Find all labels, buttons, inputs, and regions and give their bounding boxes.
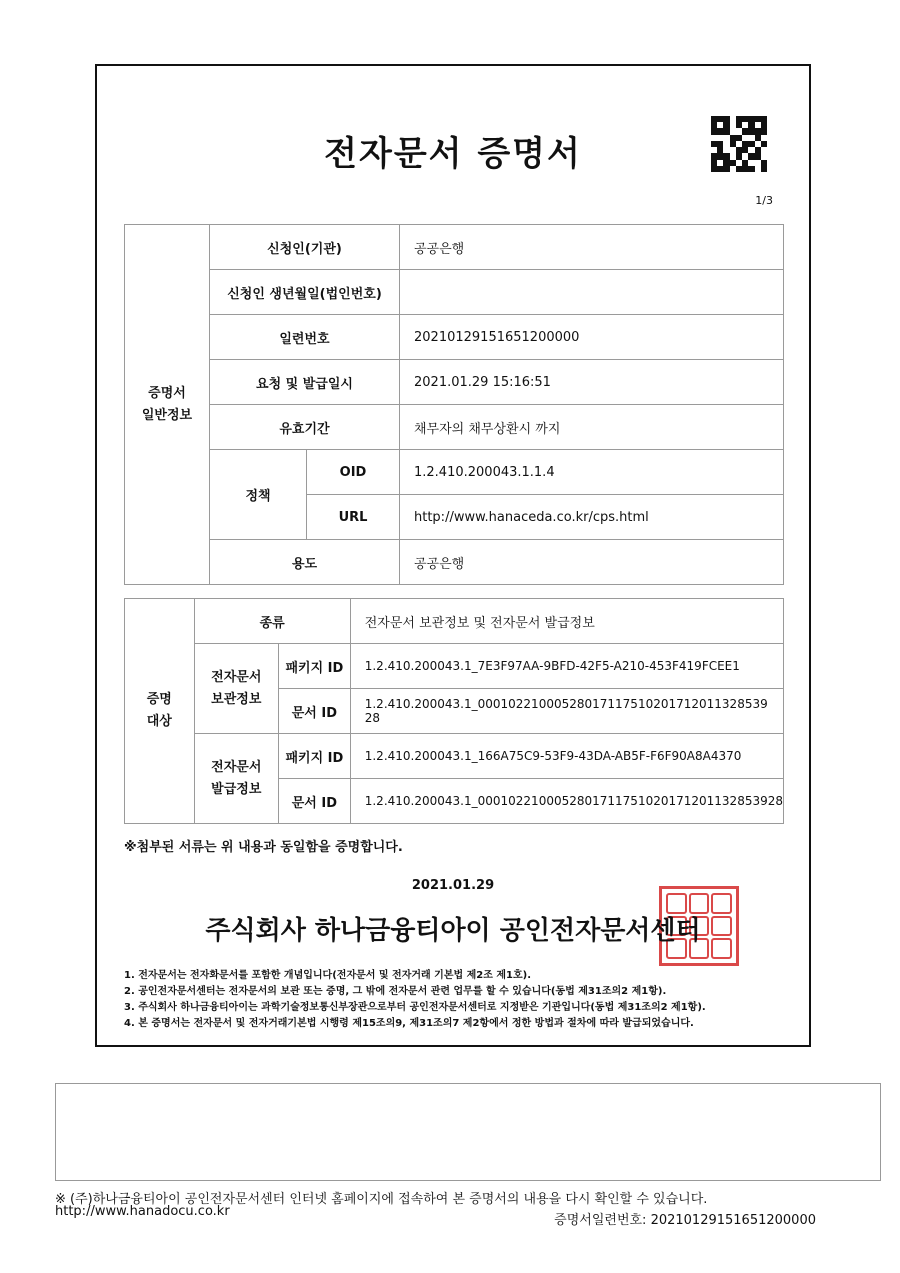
row-value: 채무자의 채무상환시 까지 [400, 405, 784, 450]
target-section-label: 증명 대상 [125, 599, 195, 824]
website-link[interactable]: http://www.hanadocu.co.kr [55, 1204, 230, 1219]
footnote-item: 1. 전자문서는 전자화문서를 포함한 개념입니다(전자문서 및 전자거래 기본법 제2조 제1호). [124, 970, 532, 981]
qr-code-icon [711, 116, 767, 172]
storage-package-value: 1.2.410.200043.1_7E3F97AA-9BFD-42F5-A210-453F419FCEE1 [350, 644, 783, 689]
type-value: 전자문서 보관정보 및 전자문서 발급정보 [350, 599, 783, 644]
certificate-serial: 증명서일련번호: 20210129151651200000 [554, 1213, 816, 1228]
row-label: 일련번호 [210, 315, 400, 360]
policy-label: 정책 [210, 450, 307, 540]
issue-package-value: 1.2.410.200043.1_166A75C9-53F9-43DA-AB5F-F6F90A8A4370 [350, 734, 783, 779]
footnotes [124, 968, 706, 1032]
verify-notice: ※ (주)하나금융티아이 공인전자문서센터 인터넷 홈페이지에 접속하여 본 증명서의 내용을 다시 확인할 수 있습니다. [55, 1192, 708, 1207]
purpose-label: 용도 [210, 540, 400, 585]
certify-note: ※첨부된 서류는 위 내용과 동일함을 증명합니다. [124, 840, 403, 855]
issue-doc-label: 문서 ID [279, 779, 351, 824]
storage-label: 전자문서 보관정보 [194, 644, 278, 734]
page-number: 1/3 [755, 194, 773, 207]
storage-doc-label: 문서 ID [279, 689, 351, 734]
target-info-table [124, 598, 784, 824]
url-label: URL [307, 495, 400, 540]
footnote-item: 4. 본 증명서는 전자문서 및 전자거래기본법 시행령 제15조의9, 제31조의7 제2항에서 정한 방법과 절차에 따라 발급되었습니다. [124, 1018, 694, 1029]
row-value [400, 270, 784, 315]
url-value: http://www.hanaceda.co.kr/cps.html [400, 495, 784, 540]
type-label: 종류 [194, 599, 350, 644]
general-section-label: 증명서 일반정보 [125, 225, 210, 585]
row-value: 2021.01.29 15:16:51 [400, 360, 784, 405]
row-value: 20210129151651200000 [400, 315, 784, 360]
verification-box [55, 1083, 881, 1181]
footnote-item: 3. 주식회사 하나금융티아이는 과학기술정보통신부장관으로부터 공인전자문서센터로 지정받은 기관입니다(동법 제31조의2 제1항). [124, 1002, 706, 1013]
issue-date: 2021.01.29 [411, 878, 495, 893]
document-title: 전자문서 증명서 [324, 134, 582, 174]
row-label: 요청 및 발급일시 [210, 360, 400, 405]
row-value: 공공은행 [400, 225, 784, 270]
row-label: 신청인 생년월일(법인번호) [210, 270, 400, 315]
certificate-frame [95, 64, 811, 1047]
purpose-value: 공공은행 [400, 540, 784, 585]
issue-label: 전자문서 발급정보 [194, 734, 278, 824]
oid-value: 1.2.410.200043.1.1.4 [400, 450, 784, 495]
storage-doc-value: 1.2.410.200043.1_00010221000528017117510201712011328539 28 [350, 689, 783, 734]
footnote-item: 2. 공인전자문서센터는 전자문서의 보관 또는 증명, 그 밖에 전자문서 관련 업무를 할 수 있습니다(동법 제31조의2 제1항). [124, 986, 667, 997]
company-name: 주식회사 하나금융티아이 공인전자문서센터 [205, 916, 701, 946]
issue-package-label: 패키지 ID [279, 734, 351, 779]
general-info-table [124, 224, 784, 585]
row-label: 신청인(기관) [210, 225, 400, 270]
oid-label: OID [307, 450, 400, 495]
storage-package-label: 패키지 ID [279, 644, 351, 689]
issue-doc-value: 1.2.410.200043.1_0001022100052801711751020171201132853928 [350, 779, 783, 824]
row-label: 유효기간 [210, 405, 400, 450]
